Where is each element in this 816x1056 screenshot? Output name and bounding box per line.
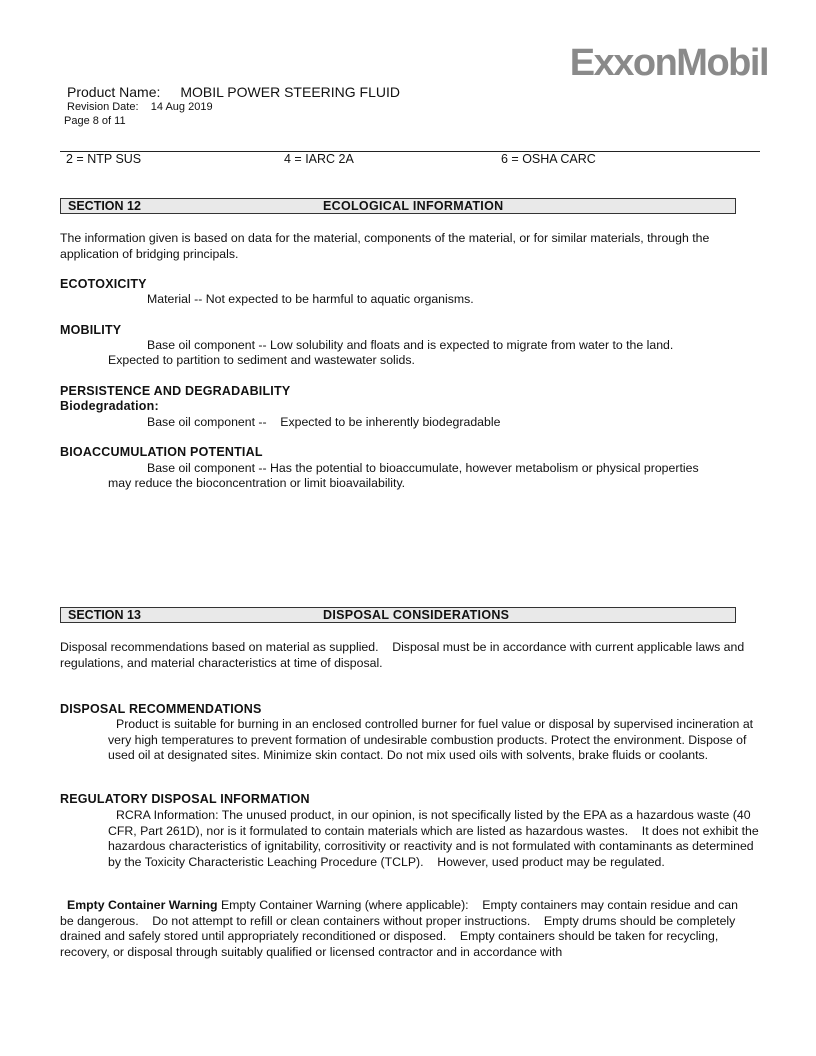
persistence-heading: PERSISTENCE AND DEGRADABILITY: [60, 384, 291, 398]
bioaccumulation-heading: BIOACCUMULATION POTENTIAL: [60, 445, 263, 459]
legend-item: 6 = OSHA CARC: [501, 152, 596, 166]
revision-date-label: Revision Date:: [67, 101, 139, 113]
section-12-intro: The information given is based on data for the material, components of the material, or for similar materials, through the application of bridging principals.: [60, 231, 710, 261]
empty-container-warning: [60, 898, 750, 960]
section-13-intro: Disposal recommendations based on material as supplied. Disposal must be in accordance with current applicable laws and regulations, and material characteristics at time of disposal.: [60, 640, 748, 670]
revision-date: 14 Aug 2019: [150, 101, 213, 113]
regulatory-disposal-text: RCRA Information: The unused product, in our opinion, is not specifically listed by the EPA as a hazardous waste (40 CFR, Part 261D), nor is it formulated to contain materials which are listed as hazardous wastes. It does not exhibit the hazardous characteristics of ignitability, corrositivity or reactivity and is not formulated with contaminants as determined by the Toxicity Characteristic Leaching Procedure (TCLP). However, used product may be regulated.: [108, 808, 763, 869]
section-title: ECOLOGICAL INFORMATION: [323, 199, 504, 213]
section-12-header: [60, 198, 736, 214]
section-number: SECTION 13: [68, 608, 141, 622]
biodegradation-text: Base oil component -- Expected to be inherently biodegradable: [147, 415, 501, 429]
section-13-header: [60, 607, 736, 623]
mobility-text-line: Expected to partition to sediment and wastewater solids.: [108, 353, 415, 367]
bioaccumulation-text-line: may reduce the bioconcentration or limit bioavailability.: [108, 476, 406, 490]
revision-date-line: [67, 101, 213, 113]
legend-item: 4 = IARC 2A: [284, 152, 354, 166]
header-divider: [60, 151, 760, 152]
mobility-heading: MOBILITY: [60, 323, 122, 337]
exxonmobil-logo: ExxonMobil: [569, 42, 768, 84]
empty-container-text: Empty Container Warning (where applicable): Empty containers may contain residue and can be dangerous. Do not attempt to refill or clean containers without proper instructions. Empty drums should be completely drained and safely stored until appropriately reconditioned or disposed. Empty containers should be taken for recycling, recovery, or disposal through suitably qualified or licensed contractor and in accordance with: [60, 898, 742, 959]
bioaccumulation-text-line: Base oil component -- Has the potential to bioaccumulate, however metabolism or physical properties: [147, 461, 699, 475]
regulatory-disposal-heading: REGULATORY DISPOSAL INFORMATION: [60, 792, 310, 806]
biodegradation-subheading: Biodegradation:: [60, 399, 159, 413]
page-number: Page 8 of 11: [64, 115, 126, 127]
ecotoxicity-text: Material -- Not expected to be harmful to aquatic organisms.: [147, 292, 474, 306]
section-number: SECTION 12: [68, 199, 141, 213]
disposal-recommendations-heading: DISPOSAL RECOMMENDATIONS: [60, 702, 262, 716]
mobility-text-line: Base oil component -- Low solubility and floats and is expected to migrate from water to the land.: [147, 338, 674, 352]
empty-container-label: Empty Container Warning: [67, 898, 218, 912]
product-name-line: [67, 84, 400, 100]
legend-item: 2 = NTP SUS: [66, 152, 142, 166]
product-name: MOBIL POWER STEERING FLUID: [180, 84, 400, 100]
product-name-label: Product Name:: [67, 84, 161, 100]
section-title: DISPOSAL CONSIDERATIONS: [323, 608, 510, 622]
ecotoxicity-heading: ECOTOXICITY: [60, 277, 147, 291]
disposal-recommendations-text: Product is suitable for burning in an enclosed controlled burner for fuel value or disposal by supervised incineration at very high temperatures to prevent formation of undesirable combustion products. Protect the environment. Dispose of used oil at designated sites. Minimize skin contact. Do not mix used oils with solvents, brake fluids or coolants.: [108, 717, 754, 762]
